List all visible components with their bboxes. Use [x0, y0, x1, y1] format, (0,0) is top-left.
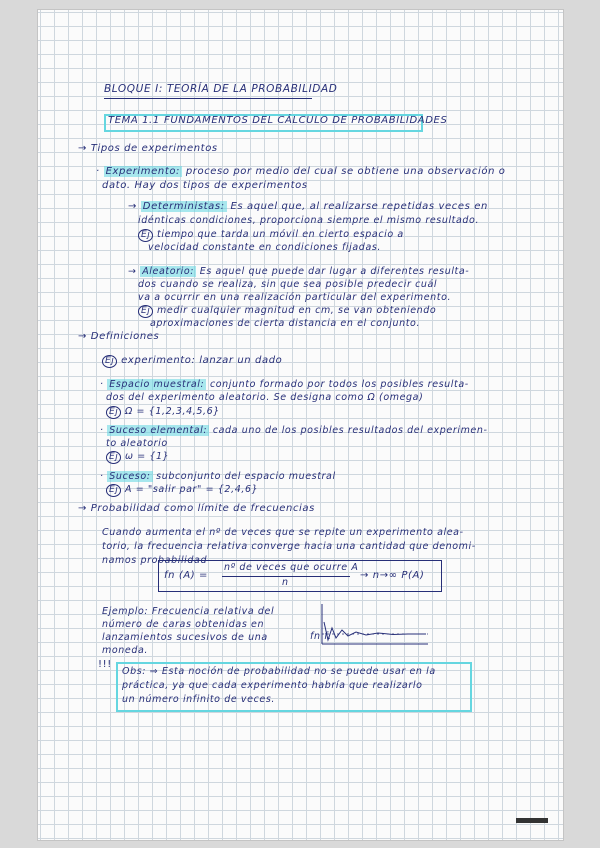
example-label: Ejemplo:: [102, 606, 149, 617]
section2-heading: [78, 330, 159, 344]
example-text-1: Frecuencia relativa del: [151, 606, 275, 617]
bullet-icon: ·: [100, 471, 104, 482]
arrow-icon: →: [78, 331, 87, 342]
arrow-icon: →: [128, 201, 137, 212]
graph-label: fn f.: [310, 631, 332, 642]
formula-denominator: n: [282, 577, 289, 588]
prob-text-2: torio, la frecuencia relativa converge hacia una cantidad que denomi-: [102, 541, 476, 552]
det-text-1: Es aquel que, al realizarse repetidas veces en: [230, 201, 488, 212]
obs-text-2: práctica, ya que cada experimento habría que realizarlo: [122, 680, 423, 691]
exclaim-icon: !!!: [98, 659, 112, 670]
sucesos-example: [106, 483, 258, 497]
example-text-3: lanzamientos sucesivos de una: [102, 632, 268, 643]
arrow-icon: →: [78, 143, 87, 154]
espacio-text-2: dos del experimento aleatorio. Se designa como Ω (omega): [106, 392, 424, 403]
example-line1: [102, 605, 274, 619]
det-example-text-1: tiempo que tarda un móvil en cierto espacio a: [157, 229, 404, 240]
ej-icon: Ej: [106, 484, 121, 497]
ej-icon: Ej: [102, 355, 117, 368]
suceso-example: [106, 450, 169, 464]
example-text-4: moneda.: [102, 645, 149, 656]
page-edge-mark: [516, 818, 548, 823]
ej-icon: Ej: [138, 305, 153, 318]
det-line1: [128, 200, 488, 214]
espacio-line1: [100, 378, 469, 392]
ale-text-1: Es aquel que puede dar lugar a diferentes resulta-: [199, 266, 470, 277]
ale-term: Aleatorio:: [142, 266, 195, 277]
espacio-example-text: Ω = {1,2,3,4,5,6}: [125, 406, 220, 417]
prob-text-1: Cuando aumenta el nº de veces que se repite un experimento alea-: [102, 527, 464, 538]
suceso-text-2: to aleatorio: [106, 438, 168, 449]
det-example-text-2: velocidad constante en condiciones fijadas.: [148, 242, 382, 253]
det-text-2: idénticas condiciones, proporciona siempre el mismo resultado.: [138, 215, 480, 226]
bullet-icon: ·: [96, 166, 100, 177]
experimento-line1: [96, 165, 506, 179]
bullet-icon: ·: [100, 379, 104, 390]
espacio-example: [106, 405, 220, 419]
arrow-icon: →: [128, 266, 137, 277]
notebook-page: [38, 10, 563, 840]
def-example: [102, 354, 282, 368]
ej-icon: Ej: [138, 229, 153, 242]
section3-heading: [78, 502, 315, 516]
ale-line1: [128, 265, 469, 279]
espacio-term: Espacio muestral:: [109, 379, 205, 390]
ej-icon: Ej: [106, 406, 121, 419]
sucesos-term: Suceso:: [109, 471, 151, 482]
section2-title: Definiciones: [90, 331, 160, 342]
ale-text-2: dos cuando se realiza, sin que sea posible predecir cuál: [138, 279, 438, 290]
def-example-text: experimento: lanzar un dado: [121, 355, 283, 366]
obs-text-1: Obs: ⇒ Esta noción de probabilidad no se puede usar en la: [122, 666, 436, 677]
det-term: Deterministas:: [142, 201, 225, 212]
ej-icon: Ej: [106, 451, 121, 464]
topic-title: FUNDAMENTOS DEL CÁLCULO DE PROBABILIDADES: [164, 115, 448, 126]
section1-heading: [78, 142, 218, 156]
block-heading: BLOQUE I: TEORÍA DE LA PROBABILIDAD: [104, 83, 338, 95]
arrow-icon: →: [78, 503, 87, 514]
suceso-line1: [100, 424, 488, 438]
experimento-term: Experimento:: [105, 166, 181, 177]
prob-text-3: namos probabilidad: [102, 555, 208, 566]
sucesos-line1: [100, 470, 336, 484]
experimento-text-2: dato. Hay dos tipos de experimentos: [102, 180, 308, 191]
formula-lhs: fn (A) =: [164, 570, 209, 581]
section1-title: Tipos de experimentos: [90, 143, 218, 154]
suceso-text-1: cada uno de los posibles resultados del experimen-: [212, 425, 488, 436]
ale-example-text-2: aproximaciones de cierta distancia en el conjunto.: [150, 318, 421, 329]
section3-title: Probabilidad como límite de frecuencias: [90, 503, 315, 514]
det-example-1: [138, 228, 404, 242]
formula-rhs: → n→∞ P(A): [360, 570, 425, 581]
block-underline: [104, 98, 312, 99]
ale-text-3: va a ocurrir en una realización particular del experimento.: [138, 292, 452, 303]
ale-example-1: [138, 304, 436, 318]
sucesos-example-text: A = "salir par" = {2,4,6}: [125, 484, 259, 495]
suceso-example-text: ω = {1}: [125, 451, 170, 462]
example-text-2: número de caras obtenidas en: [102, 619, 265, 630]
formula-numerator: nº de veces que ocurre A: [224, 562, 359, 573]
ale-example-text-1: medir cualquier magnitud en cm, se van obteniendo: [157, 305, 437, 316]
topic-label: TEMA 1.1: [108, 115, 160, 126]
bullet-icon: ·: [100, 425, 104, 436]
espacio-text-1: conjunto formado por todos los posibles resulta-: [209, 379, 469, 390]
suceso-term: Suceso elemental:: [109, 425, 208, 436]
obs-text-3: un número infinito de veces.: [122, 694, 276, 705]
experimento-text-1: proceso por medio del cual se obtiene una observación o: [185, 166, 506, 177]
sketch-curve: [324, 622, 426, 640]
sucesos-text-1: subconjunto del espacio muestral: [156, 471, 336, 482]
